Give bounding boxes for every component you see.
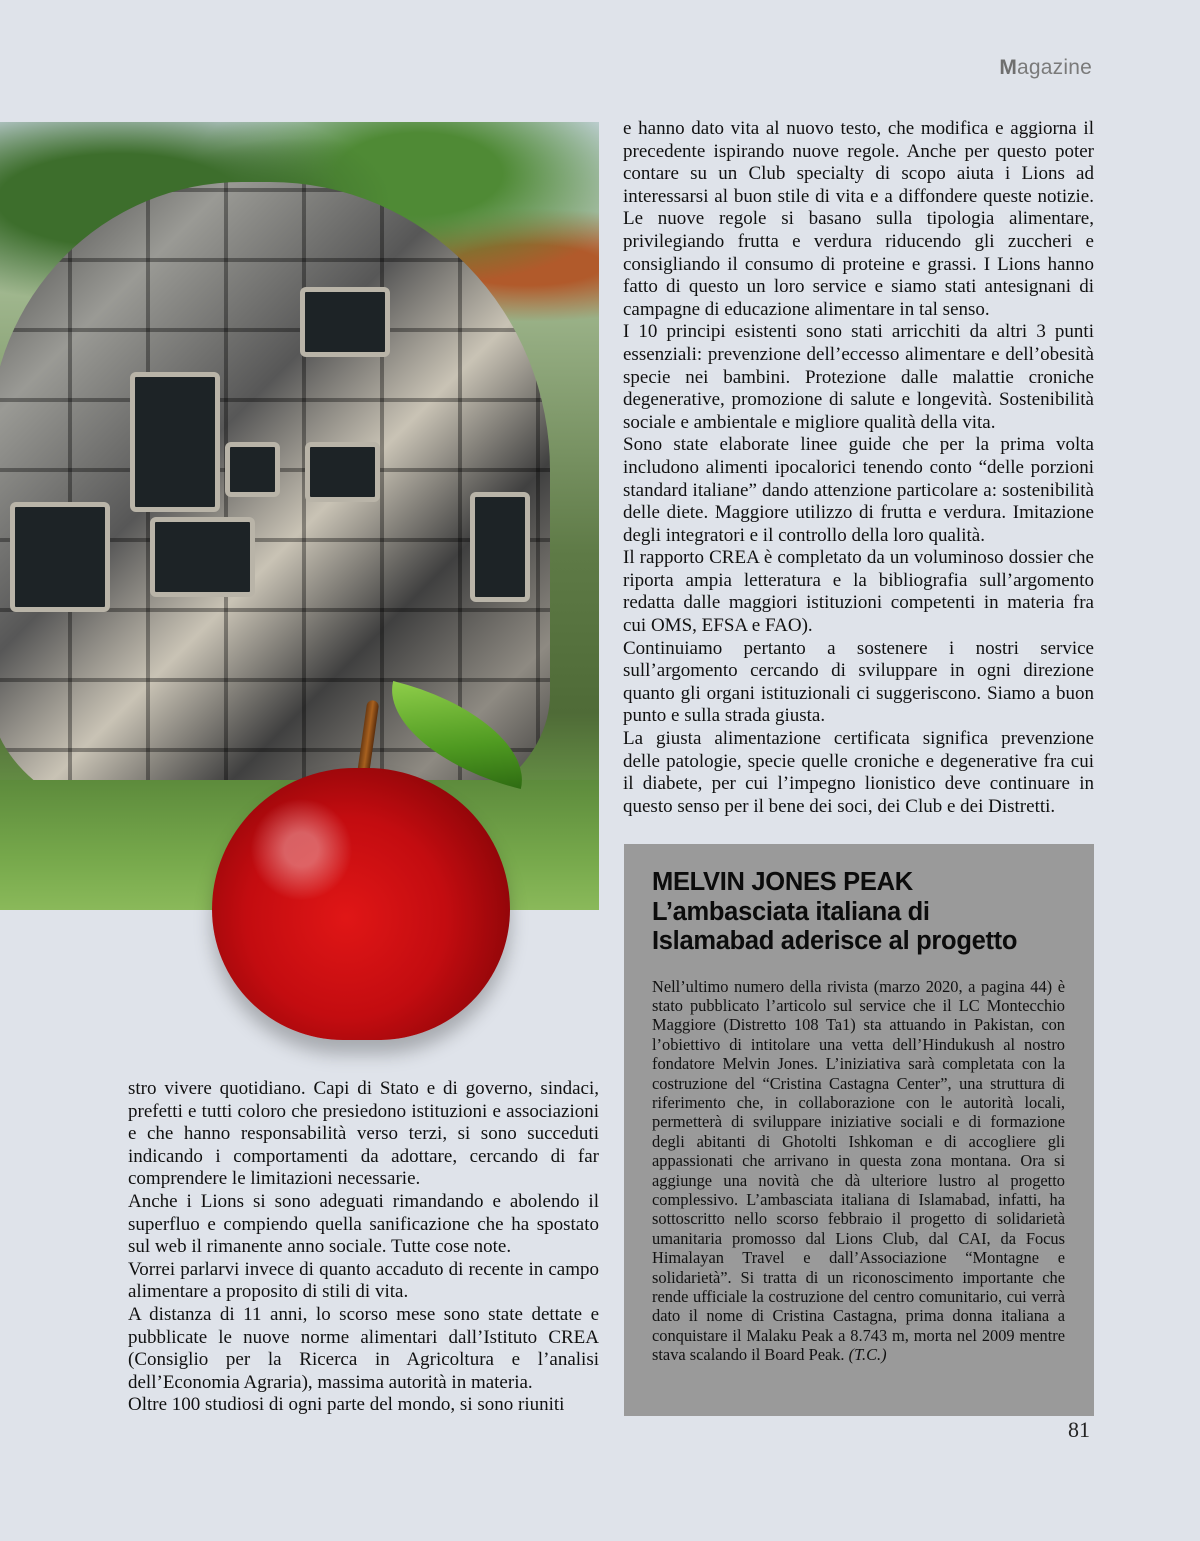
- paragraph: La giusta alimentazione certificata significa prevenzione delle patologie, specie quelle croniche e degenerative fra cui il diabete, per cui l’impegno lionistico deve continuare in questo senso per il bene dei soci, dei Club e dei Distretti.: [623, 728, 1094, 817]
- tv-screen: [305, 442, 380, 502]
- paragraph: stro vivere quotidiano. Capi di Stato e di governo, sindaci, prefetti e tutti coloro che presiedono istituzioni e associazioni e che hanno responsabilità verso terzi, si sono succeduti indicando i comportamenti da adottare, cercando di far comprendere le limitazioni necessarie.: [128, 1078, 599, 1190]
- sidebar-body: [624, 957, 1094, 1365]
- paragraph: Sono state elaborate linee guide che per la prima volta includono alimenti ipocalorici tenendo conto “delle porzioni standard italiane” dando attenzione particolare a: sostenibilità delle diete. Maggiore utilizzo di frutta e verdura. Imitazione degli integratori e il controllo della loro qualità.: [623, 434, 1094, 546]
- red-apple: [212, 768, 510, 1040]
- tv-screen: [470, 492, 530, 602]
- tv-screen: [130, 372, 220, 512]
- paragraph: Anche i Lions si sono adeguati rimandando e abolendo il superfluo e compiendo quella sanificazione che ha spostato sul web il rimanente anno sociale. Tutte cose note.: [128, 1190, 599, 1258]
- sidebar-title-line: Islamabad aderisce al progetto: [652, 927, 1018, 955]
- sidebar-title: [624, 844, 1094, 957]
- page-number: 81: [1068, 1417, 1090, 1442]
- tv-screen: [10, 502, 110, 612]
- tv-screen: [150, 517, 255, 597]
- paragraph: Il rapporto CREA è completato da un voluminoso dossier che riporta ampia letteratura e la bibliografia sull’argomento redatta dalle maggiori istituzioni competenti in materia fra cui OMS, EFSA e FAO).: [623, 547, 1094, 637]
- sidebar-box: [624, 844, 1094, 1416]
- magazine-header-rest: agazine: [1017, 56, 1092, 79]
- paragraph: A distanza di 11 anni, lo scorso mese sono state dettate e pubblicate le nuove norme alimentari dall’Istituto CREA (Consiglio per la Ricerca in Agricoltura e l’analisi dell’Economia Agraria), massima autorità in materia.: [128, 1303, 599, 1393]
- paragraph: e hanno dato vita al nuovo testo, che modifica e aggiorna il precedente ispirando nuove regole. Anche per questo poter contare su un Club specialty di scopo aiuta i Lions ad interessarsi al buon stile di vita e a diffondere queste notizie. Le nuove regole si basano sulla tipologia alimentare, privilegiando frutta e verdura riducendo gli zuccheri e consigliando il consumo di proteine e grassi. I Lions hanno fatto di questo un loro service e siamo stati antesignani di campagne di educazione alimentare in tal senso.: [623, 118, 1094, 320]
- tv-screen: [300, 287, 390, 357]
- right-text-column: [623, 118, 1094, 818]
- paragraph: Vorrei parlarvi invece di quanto accaduto di recente in campo alimentare a proposito di stili di vita.: [128, 1258, 599, 1303]
- sidebar-signature: (T.C.): [848, 1345, 887, 1365]
- magazine-header-initial: M: [999, 56, 1018, 79]
- sidebar-title-line: L’ambasciata italiana di: [652, 897, 930, 926]
- magazine-header: [999, 56, 1092, 80]
- tv-screen: [225, 442, 280, 497]
- left-text-column: [128, 1078, 599, 1417]
- sidebar-title-line: MELVIN JONES PEAK: [652, 868, 913, 896]
- paragraph: I 10 principi esistenti sono stati arricchiti da altri 3 punti essenziali: prevenzione dell’eccesso alimentare e dell’obesità specie nei bambini. Protezione dalle malattie croniche degenerative, promozione di salute e longevità. Sostenibilità sociale e ambientale e migliore qualità della vita.: [623, 321, 1094, 433]
- paragraph: Continuiamo pertanto a sostenere i nostri service sull’argomento cercando di sviluppare in ogni direzione quanto gli organi istituzionali ci suggeriscono. Siamo a buon punto e sulla strada giusta.: [623, 637, 1094, 727]
- sidebar-body-text: Nell’ultimo numero della rivista (marzo 2020, a pagina 44) è stato pubblicato l’articolo sul service che il LC Montecchio Maggiore (Distretto 108 Ta1) sta attuando in Pakistan, con l’obiettivo di intitolare una vetta dell’Hindukush al nostro fondatore Melvin Jones. L’iniziativa sarà completata con la costruzione del “Cristina Castagna Center”, una struttura di riferimento che, in collaborazione con le autorità locali, permetterà di sviluppare iniziative sociali e di formazione degli abitanti di Ghotolti Ishkoman e di accogliere gli appassionati che arrivano in questa zona montana. Ora si aggiunge una novità che dà ulteriore lustro al progetto complessivo. L’ambasciata italiana di Islamabad, infatti, ha sottoscritto nello scorso febbraio il progetto di solidarietà umanitaria promosso dal Lions Club, dal CAI, da Focus Himalayan Travel e dall’Associazione “Montagne e solidarietà”. Si tratta di un riconoscimento importante che rende ufficiale la costruzione del centro comunitario, cui verrà dato il nome di Cristina Castagna, prima donna italiana a conquistare il Malaku Peak a 8.743 m, morta nel 2009 mentre stava scalando il Board Peak.: [652, 976, 1065, 1365]
- paragraph: Oltre 100 studiosi di ogni parte del mondo, si sono riuniti: [128, 1394, 565, 1416]
